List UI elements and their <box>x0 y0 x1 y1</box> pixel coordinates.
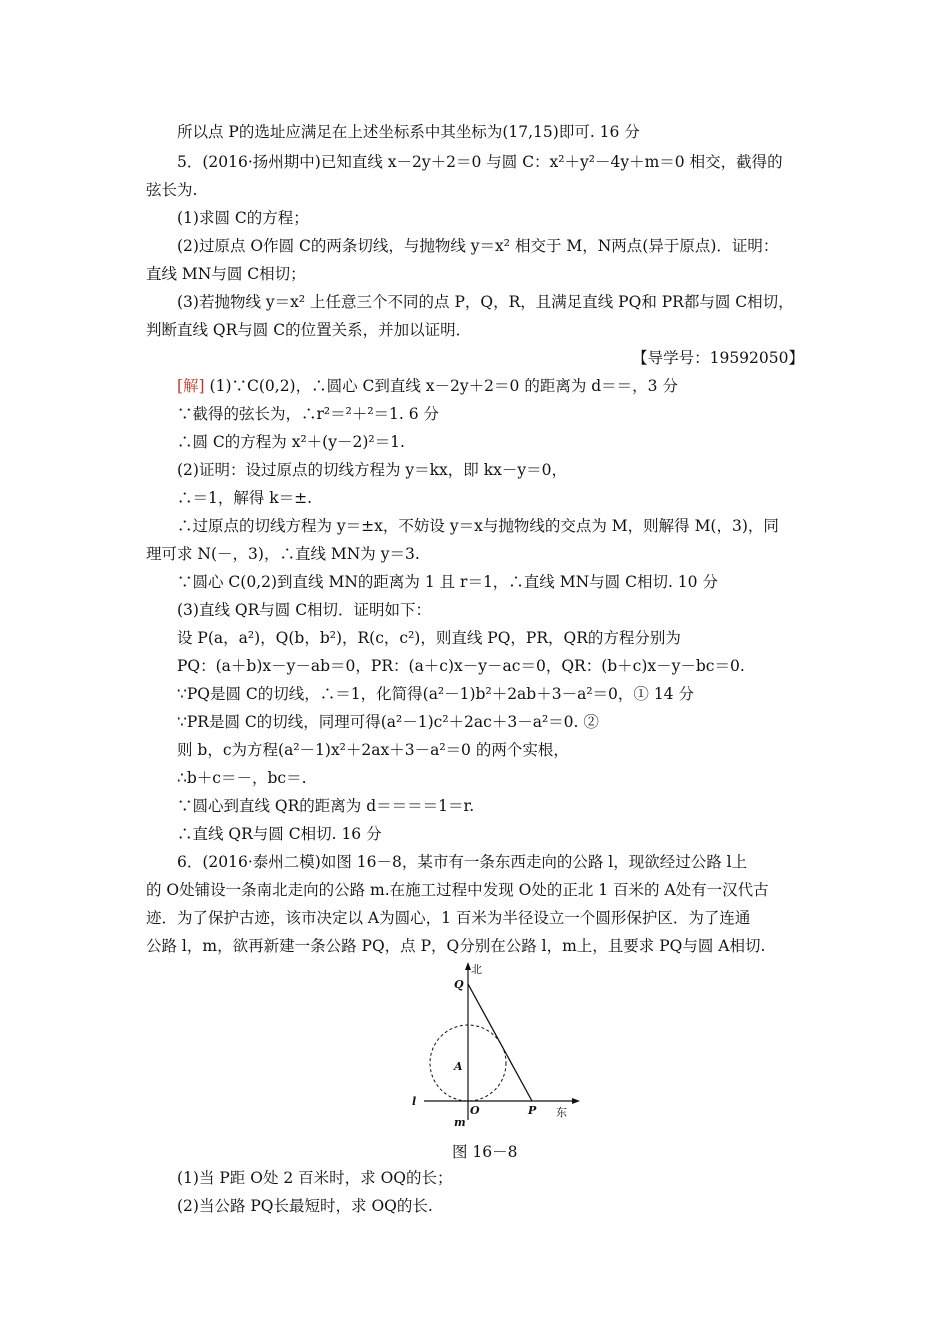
text-line: 公路 l，m，欲再新建一条公路 PQ，点 P，Q分别在公路 l，m上，且要求 PQ与圆 A相切. <box>146 937 766 955</box>
text-line: 迹．为了保护古迹，该市决定以 A为圆心，1 百米为半径设立一个圆形保护区．为了连通 <box>146 909 751 927</box>
solution-start <box>177 376 678 396</box>
figure-caption: 图 16－8 <box>452 1143 518 1161</box>
label-q: Q <box>454 978 464 991</box>
east-arrow-icon <box>572 1098 580 1104</box>
road-pq-line <box>468 984 532 1101</box>
label-l: l <box>412 1095 417 1108</box>
problem-6-part-2: (2)当公路 PQ长最短时，求 OQ的长. <box>177 1197 433 1215</box>
road-diagram-figure <box>410 962 580 1130</box>
text-line: ∵圆心 C(0,2)到直线 MN的距离为 1 且 r＝1，∴直线 MN与圆 C相切. 10 分 <box>177 573 718 591</box>
problem-6-statement: 6．(2016·泰州二模)如图 16－8，某市有一条东西走向的公路 l，现欲经过公路 l上 <box>177 853 748 871</box>
problem-6-part-1: (1)当 P距 O处 2 百米时，求 OQ的长； <box>177 1169 453 1187</box>
problem-5-part-1: (1)求圆 C的方程； <box>177 209 309 227</box>
text-line: ∴＝1，解得 k＝±. <box>177 489 313 507</box>
text-line: ∵截得的弦长为，∴r²＝²＋²＝1. 6 分 <box>177 405 440 423</box>
label-east: 东 <box>556 1106 567 1119</box>
solution-text: (1)∵C(0,2)，∴圆心 C到直线 x－2y＋2＝0 的距离为 d＝＝，3 分 <box>204 377 678 395</box>
text-line: ∴直线 QR与圆 C相切. 16 分 <box>177 825 382 843</box>
text-line: 所以点 P的选址应满足在上述坐标系中其坐标为(17,15)即可. 16 分 <box>177 123 640 141</box>
problem-5-part-3: (3)若抛物线 y＝x² 上任意三个不同的点 P，Q，R，且满足直线 PQ和 PR都与圆 C相切， <box>177 293 794 311</box>
problem-5-part-2: (2)过原点 O作圆 C的两条切线，与抛物线 y＝x² 相交于 M，N两点(异于原点)．证明： <box>177 237 779 255</box>
label-a: A <box>454 1060 463 1073</box>
label-p: P <box>528 1104 537 1117</box>
label-o: O <box>470 1104 480 1117</box>
text-line: (2)证明：设过原点的切线方程为 y＝kx，即 kx－y＝0， <box>177 461 567 479</box>
text-line: (3)直线 QR与圆 C相切．证明如下： <box>177 601 432 619</box>
text-line: ∵圆心到直线 QR的距离为 d＝＝＝＝1＝r. <box>177 797 475 815</box>
text-line: 直线 MN与圆 C相切； <box>146 265 306 283</box>
text-line: ∴过原点的切线方程为 y＝±x，不妨设 y＝x与抛物线的交点为 M，则解得 M(，3)，同 <box>177 517 779 535</box>
text-line: 的 O处铺设一条南北走向的公路 m.在施工过程中发现 O处的正北 1 百米的 A处有一汉代古 <box>146 881 769 899</box>
text-line: PQ：(a＋b)x－y－ab＝0，PR：(a＋c)x－y－ac＝0，QR：(b＋c)x－y－bc＝0. <box>177 657 745 675</box>
text-line: ∴圆 C的方程为 x²＋(y－2)²＝1. <box>177 433 405 451</box>
text-line: ∵PR是圆 C的切线，同理可得(a²－1)c²＋2ac＋3－a²＝0. ② <box>177 713 599 731</box>
guide-number: 【导学号：19592050】 <box>632 349 804 367</box>
problem-5-statement: 5．(2016·扬州期中)已知直线 x－2y＋2＝0 与圆 C：x²＋y²－4y＋m＝0 相交，截得的 <box>177 153 783 171</box>
text-line: 弦长为. <box>146 181 198 199</box>
text-line: 则 b，c为方程(a²－1)x²＋2ax＋3－a²＝0 的两个实根， <box>177 741 569 759</box>
text-line: ∴b＋c＝－，bc＝. <box>177 769 307 787</box>
text-line: 设 P(a，a²)，Q(b，b²)，R(c，c²)，则直线 PQ，PR，QR的方程分别为 <box>177 629 681 647</box>
text-line: ∵PQ是圆 C的切线，∴＝1，化简得(a²－1)b²＋2ab＋3－a²＝0，① 14 分 <box>177 685 694 703</box>
text-line: 判断直线 QR与圆 C的位置关系，并加以证明． <box>146 321 472 339</box>
text-line: 理可求 N(－，3)，∴直线 MN为 y＝3. <box>146 545 420 563</box>
label-north: 北 <box>471 963 482 976</box>
solution-tag: [解] <box>177 377 205 395</box>
label-m: m <box>454 1116 466 1129</box>
